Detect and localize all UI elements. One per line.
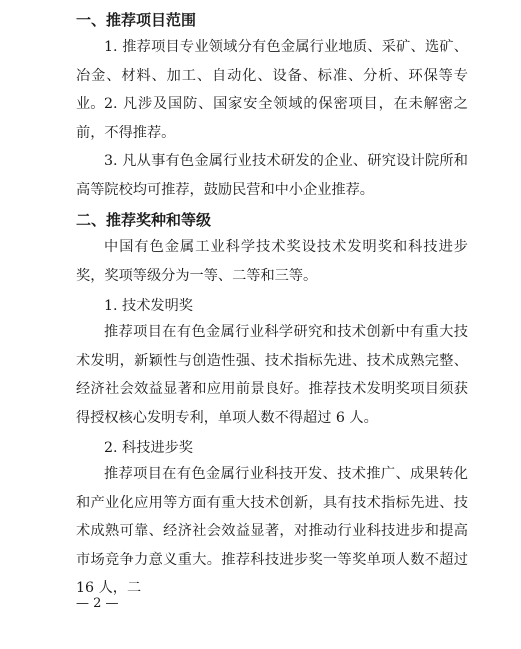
subsection-title-invention: 1. 技术发明奖 bbox=[104, 298, 193, 314]
scope-paragraph-2: 2. 凡涉及国防、国家安全领域的保密项目，在未解密之前，不得推荐。 bbox=[76, 96, 468, 141]
awards-intro-paragraph: 中国有色金属工业科学技术奖设技术发明奖和科技进步奖，奖项等级分为一等、二等和三等。 bbox=[76, 239, 468, 284]
invention-award-paragraph: 推荐项目在有色金属行业科学研究和技术创新中有重大技术发明，新颖性与创造性强、技术指标先进、技术成熟完整、经济社会效益显著和应用前景良好。推荐技术发明奖项目须获得授权核心发明专利，单项人数不得超过 6 人。 bbox=[76, 324, 468, 426]
scope-paragraph-3: 3. 凡从事有色金属行业技术研发的企业、研究设计院所和高等院校均可推荐，鼓励民营和中小企业推荐。 bbox=[76, 153, 468, 198]
scope-paragraph-1: 1. 推荐项目专业领域分有色金属行业地质、采矿、选矿、冶金、材料、加工、自动化、设备、标准、分析、环保等专业。 bbox=[76, 39, 468, 112]
progress-award-paragraph: 推荐项目在有色金属行业科技开发、技术推广、成果转化和产业化应用等方面有重大技术创新，具有技术指标先进、技术成熟可靠、经济社会效益显著，对推动行业科技进步和提高市场竞争力意义重大。推荐科技进步奖一等奖单项人数不超过 16 人，二 bbox=[76, 466, 468, 596]
page-number: — 2 — bbox=[76, 596, 119, 611]
section-heading-awards: 二、推荐奖种和等级 bbox=[76, 211, 212, 229]
section-heading-scope: 一、推荐项目范围 bbox=[76, 11, 197, 29]
subsection-title-progress: 2. 科技进步奖 bbox=[104, 440, 193, 456]
